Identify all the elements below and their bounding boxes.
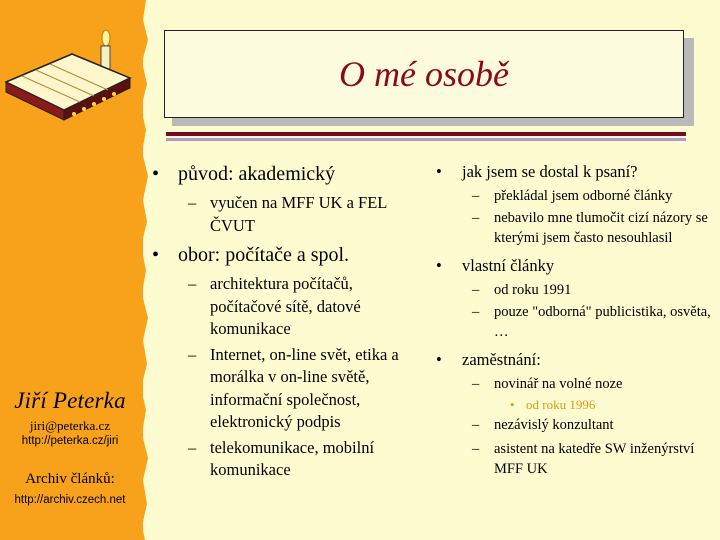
archive-block <box>0 471 140 506</box>
archive-label: Archiv článků: <box>25 471 115 487</box>
dash-marker: – <box>472 188 480 204</box>
bullet-item <box>436 350 714 370</box>
sub-text: asistent na katedře SW inženýrství MFF UK <box>494 441 695 477</box>
right-column <box>436 162 714 479</box>
author-block <box>0 388 140 447</box>
dash-marker: – <box>188 274 197 293</box>
bullet-marker: • <box>436 162 442 181</box>
sub-item <box>152 273 422 341</box>
sub-item <box>436 415 714 435</box>
author-name: Jiří Peterka <box>14 388 126 413</box>
dash-marker: – <box>472 376 480 392</box>
sub-text: překládal jsem odborné články <box>494 188 673 204</box>
book-candle-icon <box>2 24 134 124</box>
sub-text: architektura počítačů, počítačové sítě, datové komunikace <box>210 274 361 338</box>
bullet-item <box>152 162 422 186</box>
author-email[interactable]: jiri@peterka.cz <box>29 418 111 433</box>
sub-text: vyučen na MFF UK a FEL ČVUT <box>210 193 387 235</box>
dash-marker: – <box>472 441 480 457</box>
bullet-item <box>152 243 422 267</box>
bullet-marker: • <box>436 256 442 275</box>
left-column <box>152 162 422 482</box>
sub-text: nezávislý konzultant <box>494 417 614 433</box>
sub-text: pouze "odborná" publicistika, osvěta, … <box>494 304 711 340</box>
bullet-marker: • <box>152 163 160 185</box>
bullet-marker: • <box>436 350 442 369</box>
bullet-text: obor: počítače a spol. <box>178 244 350 266</box>
sub-item <box>436 374 714 394</box>
bullet-text: vlastní články <box>462 256 555 275</box>
sub-item <box>436 439 714 479</box>
bullet-item <box>436 162 714 182</box>
dash-marker: – <box>472 304 480 320</box>
bullet-text: jak jsem se dostal k psaní? <box>462 162 638 181</box>
sub-item <box>152 437 422 482</box>
bullet-text: zaměstnání: <box>462 350 541 369</box>
author-web-link[interactable]: http://peterka.cz/jiri <box>21 435 119 447</box>
sub-sub-text: od roku 1996 <box>526 397 596 412</box>
bullet-item <box>436 256 714 276</box>
small-bullet-marker: • <box>510 397 515 412</box>
bullet-marker: • <box>152 244 160 266</box>
dash-marker: – <box>188 193 197 212</box>
title-box <box>164 30 684 118</box>
sub-item <box>152 344 422 434</box>
sub-item <box>436 280 714 300</box>
sub-sub-item <box>436 396 714 413</box>
sub-item <box>152 192 422 237</box>
sub-text: nebavilo mne tlumočit cizí názory se kterými jsem často nesouhlasil <box>494 210 708 246</box>
dash-marker: – <box>472 282 480 298</box>
sub-item <box>436 302 714 342</box>
sub-item <box>436 186 714 206</box>
dash-marker: – <box>472 210 480 226</box>
sub-text: novinář na volné noze <box>494 376 623 392</box>
bullet-text: původ: akademický <box>178 163 336 185</box>
slide-title: O mé osobě <box>339 54 509 94</box>
archive-url-link[interactable]: http://archiv.czech.net <box>14 494 126 506</box>
sub-item <box>436 208 714 248</box>
sub-text: telekomunikace, mobilní komunikace <box>210 437 375 479</box>
dash-marker: – <box>472 417 480 433</box>
dash-marker: – <box>188 344 197 364</box>
sub-text: od roku 1991 <box>494 282 572 298</box>
sub-text: Internet, on-line svět, etika a morálka v on-line světě, informační společnost, elektronický podpis <box>210 344 399 431</box>
title-rule-dark <box>166 132 686 136</box>
title-rule-light <box>166 138 686 141</box>
dash-marker: – <box>188 437 197 457</box>
